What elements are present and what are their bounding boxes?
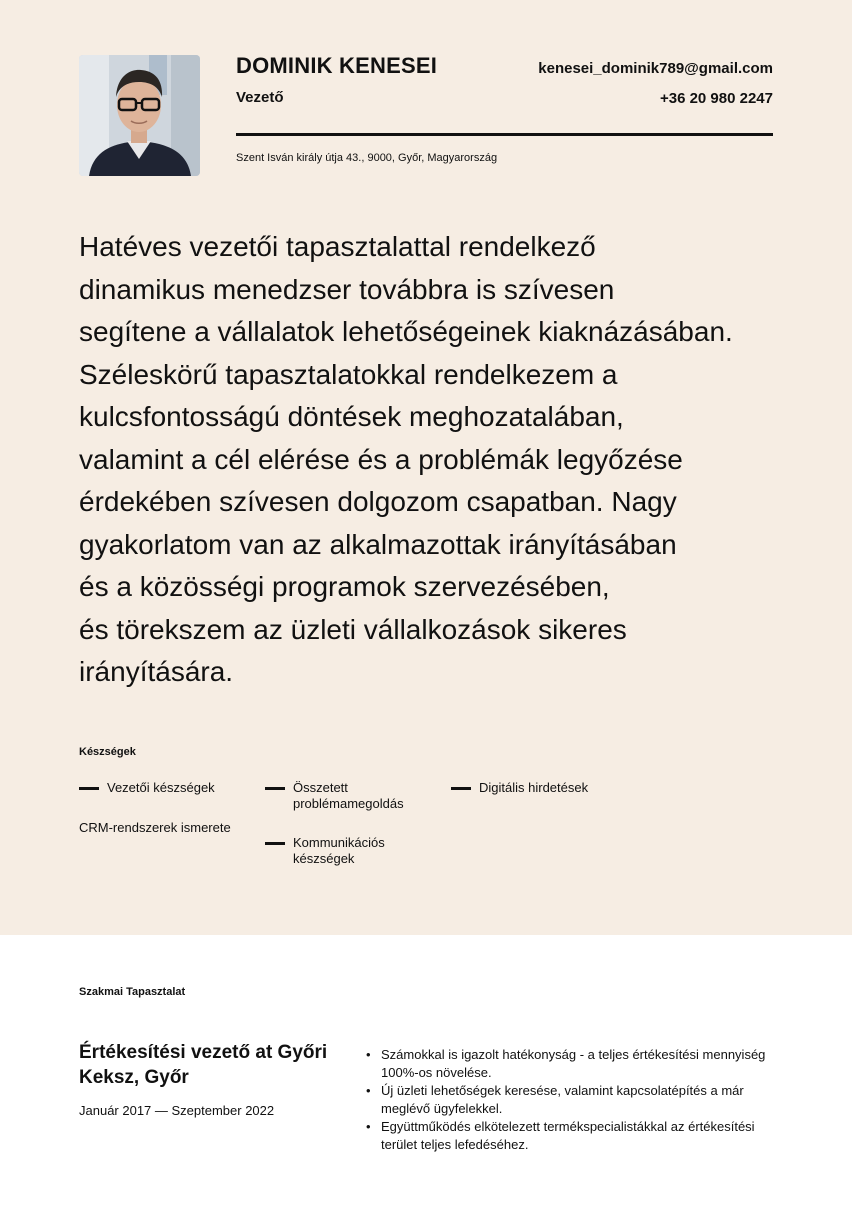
job-responsibilities bbox=[366, 1046, 766, 1154]
summary-line: valamint a cél elérése és a problémák legyőzése bbox=[79, 443, 683, 475]
list-item: • Együttműködés elkötelezett termékspecialistákkal az értékesítési terület teljes lefedéséhez. bbox=[366, 1118, 766, 1154]
job-title: Értékesítési vezető at Győri Keksz, Győr bbox=[79, 1042, 328, 1088]
summary-line: Széleskörű tapasztalatokkal rendelkezem a bbox=[79, 358, 618, 390]
skill-item: Kommunikációs készségek bbox=[265, 835, 415, 867]
phone-text[interactable]: +36 20 980 2247 bbox=[659, 90, 773, 107]
candidate-role: Vezető bbox=[236, 89, 284, 106]
summary-line: segítene a vállalatok lehetőségeinek kiaknázásában. bbox=[79, 316, 733, 347]
list-item: • Új üzleti lehetőségek keresése, valamint kapcsolatépítés a már meglévő ügyfelekkel. bbox=[366, 1082, 766, 1118]
summary-line: és a közösségi programok szervezésében, bbox=[79, 571, 610, 602]
list-item: • Számokkal is igazolt hatékonyság - a teljes értékesítési mennyiség 100%-os növelése. bbox=[366, 1046, 766, 1082]
skill-dash bbox=[451, 787, 471, 790]
summary-line: kulcsfontosságú döntések meghozatalában, bbox=[79, 401, 624, 432]
candidate-name: DOMINIK KENESEI bbox=[236, 53, 438, 78]
summary-line: Hatéves vezetői tapasztalattal rendelkező bbox=[79, 231, 596, 262]
profile-summary bbox=[79, 226, 769, 694]
skill-item: Digitális hirdetések bbox=[451, 780, 631, 796]
experience-heading: Szakmai Tapasztalat bbox=[79, 986, 186, 998]
email-text[interactable]: kenesei_dominik789@gmail.com bbox=[538, 60, 773, 77]
summary-line: irányítására. bbox=[79, 656, 234, 687]
skill-item: Vezetői készségek bbox=[79, 780, 249, 796]
skill-item: CRM-rendszerek ismerete bbox=[79, 820, 231, 835]
profile-photo bbox=[79, 55, 200, 176]
summary-line: dinamikus menedzser továbbra is szívesen bbox=[79, 273, 615, 305]
skill-dash bbox=[265, 787, 285, 790]
skill-dash bbox=[79, 787, 99, 790]
skill-dash bbox=[265, 842, 285, 845]
skill-item: Összetett problémamegoldás bbox=[265, 780, 425, 812]
skills-heading: Készségek bbox=[79, 746, 136, 758]
header-divider bbox=[236, 133, 773, 136]
summary-line: gyakorlatom van az alkalmazottak irányításában bbox=[79, 528, 677, 560]
summary-line: és törekszem az üzleti vállalkozások sikeres bbox=[79, 613, 627, 645]
address-text: Szent Isván király útja 43., 9000, Győr, Magyarország bbox=[236, 152, 498, 164]
job-dates: Január 2017 — Szeptember 2022 bbox=[79, 1103, 275, 1118]
summary-line: érdekében szívesen dolgozom csapatban. Nagy bbox=[79, 486, 677, 517]
